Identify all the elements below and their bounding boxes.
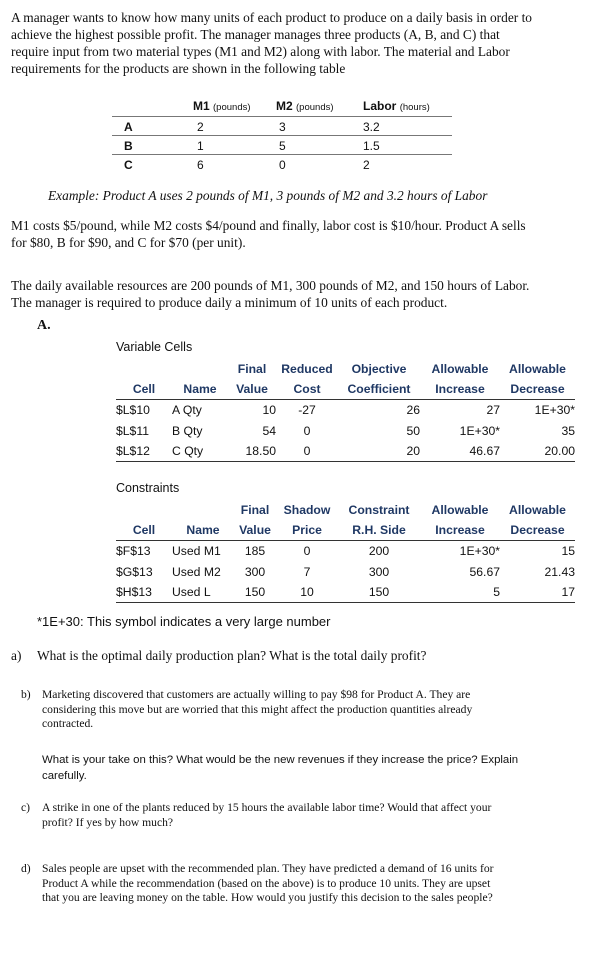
header-cell: Shadow <box>283 503 331 518</box>
req-header-unit: (hours) <box>399 102 430 113</box>
header-cell: Coefficient <box>338 379 420 400</box>
final-value: 300 <box>244 564 266 579</box>
reduced-cost: 0 <box>276 441 338 462</box>
table-row <box>116 541 575 562</box>
intro-line: achieve the highest possible profit. The manager manages three products (A, B, and C) that <box>11 27 500 42</box>
question-b-followup-line: carefully. <box>42 770 87 782</box>
header-cell: Price <box>276 520 338 541</box>
example-text: Example: Product A uses 2 pounds of M1, 3 pounds of M2 and 3.2 hours of Labor <box>48 188 488 203</box>
question-b-followup-line: What is your take on this? What would be the new revenues if they increase the price? Explain <box>42 754 519 766</box>
cell-ref: $L$11 <box>116 423 149 438</box>
header-cell: Name <box>172 520 234 541</box>
question-d-line: Product A while the recommendation (based on the above) is to produce 10 units. They are upset <box>42 876 491 890</box>
header-cell: Decrease <box>500 379 575 400</box>
shadow-price: 7 <box>303 564 311 579</box>
header-cell: Final <box>237 362 267 377</box>
cell-name: Used L <box>172 582 234 603</box>
costs-line: for $80, B for $90, and C for $70 (per unit). <box>11 235 246 250</box>
table-header-row <box>116 520 575 541</box>
question-b-line: contracted. <box>42 717 94 730</box>
header-cell: Decrease <box>500 520 575 541</box>
req-product: C <box>124 158 133 172</box>
costs-line: M1 costs $5/pound, while M2 costs $4/pound and finally, labor cost is $10/hour. Product A sells <box>11 218 526 233</box>
allowable-increase: 56.67 <box>469 564 500 579</box>
question-d-label: d) <box>21 862 31 875</box>
req-header-main: Labor <box>363 99 397 113</box>
allowable-decrease: 17 <box>500 582 575 603</box>
req-m1: 1 <box>197 139 204 153</box>
header-cell: Reduced <box>281 362 333 377</box>
req-product: B <box>124 139 133 153</box>
constraint-rhs: 300 <box>368 564 390 579</box>
constraint-rhs: 200 <box>368 544 390 559</box>
costs-paragraph <box>11 217 601 251</box>
reduced-cost: 0 <box>303 423 311 438</box>
header-cell: Allowable <box>431 362 489 377</box>
allowable-increase: 5 <box>420 582 500 603</box>
header-cell: Final <box>240 503 270 518</box>
resources-line: The daily available resources are 200 pounds of M1, 300 pounds of M2, and 150 hours of Labor. <box>11 278 530 293</box>
req-header-m1 <box>193 99 251 113</box>
shadow-price: 10 <box>276 582 338 603</box>
req-header-unit: (pounds) <box>296 102 334 113</box>
table-row <box>116 400 575 421</box>
variable-cells-title: Variable Cells <box>116 340 193 354</box>
req-header-main: M1 <box>193 99 210 113</box>
constraint-rhs: 150 <box>338 582 420 603</box>
cell-ref: $H$13 <box>116 582 172 603</box>
table-row <box>116 562 575 582</box>
objective-coefficient: 50 <box>406 423 420 438</box>
question-b-label: b) <box>21 688 31 701</box>
allowable-increase: 27 <box>486 403 500 418</box>
question-c-text <box>42 801 602 830</box>
shadow-price: 0 <box>303 544 311 559</box>
req-labor: 1.5 <box>363 139 380 153</box>
question-b-line: considering this move but are worried that this might affect the production quantities already <box>42 702 473 716</box>
header-cell: Increase <box>420 520 500 541</box>
header-cell: Cell <box>116 379 172 400</box>
req-header-m2 <box>276 99 334 113</box>
req-labor: 3.2 <box>363 120 380 134</box>
table-row <box>116 582 575 603</box>
constraints-table <box>116 500 575 603</box>
header-cell: Objective <box>351 362 407 377</box>
cell-name: C Qty <box>172 441 228 462</box>
header-cell: Cost <box>276 379 338 400</box>
cell-name: Used M1 <box>172 544 221 559</box>
reduced-cost: -27 <box>298 403 316 418</box>
req-labor: 2 <box>363 158 370 172</box>
resources-paragraph <box>11 277 601 311</box>
header-cell: Allowable <box>509 362 566 377</box>
section-label: A. <box>37 318 51 333</box>
table-header-row <box>116 379 575 400</box>
cell-ref: $G$13 <box>116 564 153 579</box>
header-cell: Value <box>234 520 276 541</box>
cell-name: B Qty <box>172 423 203 438</box>
header-cell: Cell <box>116 520 172 541</box>
allowable-decrease: 15 <box>561 544 575 559</box>
question-b-line: Marketing discovered that customers are actually willing to pay $98 for Product A. They are <box>42 688 471 701</box>
cell-name: Used M2 <box>172 564 221 579</box>
allowable-increase: 1E+30* <box>459 423 500 438</box>
resources-line: The manager is required to produce daily a minimum of 10 units of each product. <box>11 295 448 310</box>
header-cell: Constraint <box>348 503 410 518</box>
table-row <box>116 421 575 441</box>
question-c-line: profit? If yes by how much? <box>42 815 174 829</box>
req-m1: 2 <box>197 120 204 134</box>
objective-coefficient: 26 <box>406 403 420 418</box>
question-b-text <box>42 688 597 732</box>
req-m2: 3 <box>279 120 286 134</box>
question-b-followup <box>42 752 597 784</box>
question-c-label: c) <box>21 801 31 814</box>
cell-name: A Qty <box>172 403 202 418</box>
allowable-increase: 1E+30* <box>459 544 500 559</box>
req-product: A <box>124 120 133 134</box>
final-value: 54 <box>262 423 276 438</box>
question-d-line: Sales people are upset with the recommended plan. They have predicted a demand of 16 units for <box>42 862 494 875</box>
cell-ref: $L$12 <box>116 441 172 462</box>
intro-line: A manager wants to know how many units of each product to produce on a daily basis in order to <box>11 10 532 25</box>
allowable-decrease: 1E+30* <box>534 403 575 418</box>
req-m1: 6 <box>197 158 204 172</box>
req-header-labor <box>363 99 430 113</box>
header-cell <box>116 359 172 379</box>
constraints-title: Constraints <box>116 481 180 495</box>
final-value: 18.50 <box>228 441 276 462</box>
question-a-text: What is the optimal daily production plan? What is the total daily profit? <box>37 648 427 663</box>
question-c-line: A strike in one of the plants reduced by 15 hours the available labor time? Would that affect your <box>42 801 492 814</box>
table-row <box>116 441 575 462</box>
header-cell <box>172 500 234 520</box>
footnote: *1E+30: This symbol indicates a very large number <box>37 614 331 629</box>
intro-paragraph <box>11 9 601 77</box>
req-header-main: M2 <box>276 99 293 113</box>
final-value: 150 <box>234 582 276 603</box>
header-cell: Name <box>172 379 228 400</box>
question-a-label: a) <box>11 648 22 663</box>
req-m2: 0 <box>279 158 286 172</box>
allowable-increase: 46.67 <box>420 441 500 462</box>
cell-ref: $L$10 <box>116 403 150 418</box>
allowable-decrease: 35 <box>561 423 575 438</box>
intro-line: require input from two material types (M1 and M2) along with labor. The material and Labor <box>11 44 510 59</box>
header-cell: Allowable <box>431 503 489 518</box>
header-cell: Allowable <box>509 503 566 518</box>
header-cell <box>116 500 172 520</box>
req-header-unit: (pounds) <box>213 102 251 113</box>
req-m2: 5 <box>279 139 286 153</box>
question-d-text <box>42 862 602 906</box>
final-value: 10 <box>262 403 276 418</box>
header-cell: Increase <box>420 379 500 400</box>
allowable-decrease: 20.00 <box>500 441 575 462</box>
header-cell: Value <box>228 379 276 400</box>
final-value: 185 <box>244 544 266 559</box>
table-header-row <box>116 359 575 379</box>
requirements-table <box>112 99 452 173</box>
variable-cells-table <box>116 359 575 462</box>
cell-ref: $F$13 <box>116 544 151 559</box>
table-header-row <box>116 500 575 520</box>
allowable-decrease: 21.43 <box>544 564 575 579</box>
header-cell: R.H. Side <box>338 520 420 541</box>
objective-coefficient: 20 <box>338 441 420 462</box>
question-d-line: that you are leaving money on the table. How would you justify this decision to the sales people? <box>42 891 493 904</box>
header-cell <box>172 359 228 379</box>
intro-line: requirements for the products are shown in the following table <box>11 61 346 76</box>
